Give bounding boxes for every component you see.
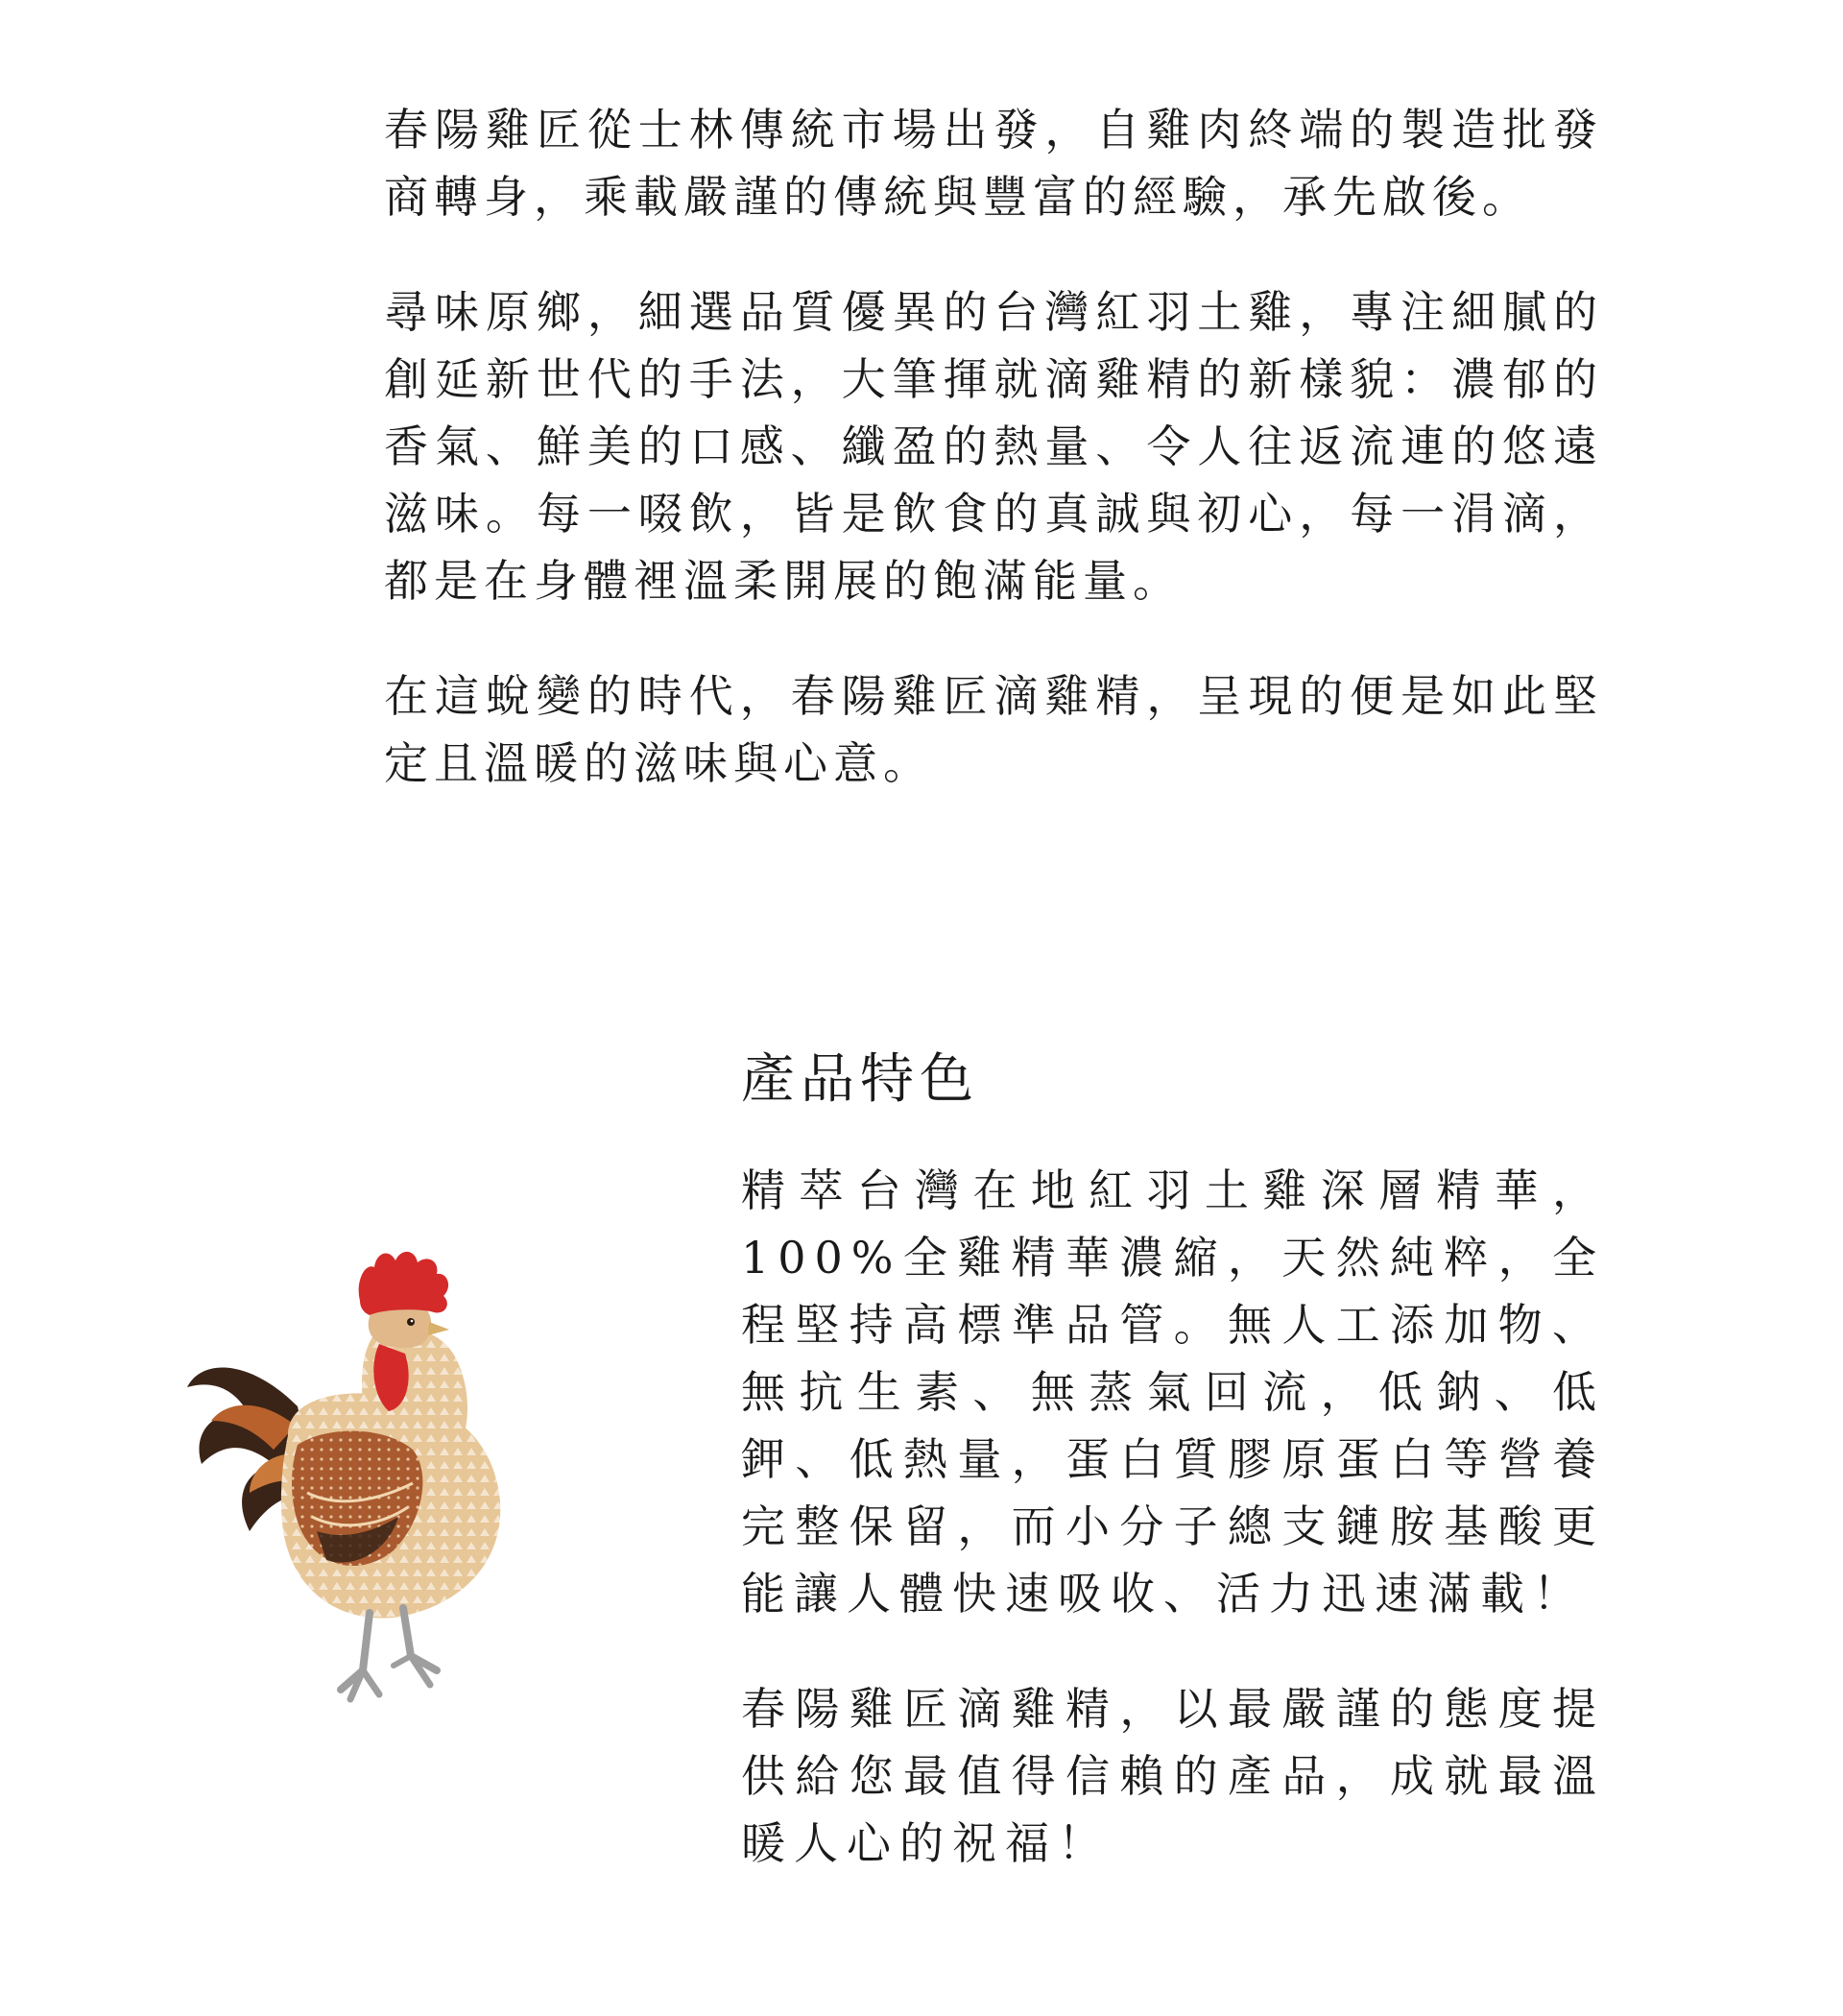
features-heading: 產品特色 bbox=[741, 1048, 979, 1111]
features-paragraph-1: 精萃台灣在地紅羽土雞深層精華，100%全雞精華濃縮，天然純粹，全程堅持高標準品管。無人工添加物、無抗生素、無蒸氣回流，低鈉、低鉀、低熱量，蛋白質膠原蛋白等營養完整保留，而小分子總支鏈胺基酸更能讓人體快速吸收、活力迅速滿載！ bbox=[741, 1164, 1605, 1620]
intro-paragraph-2: 尋味原鄉，細選品質優異的台灣紅羽土雞，專注細膩的創延新世代的手法，大筆揮就滴雞精的新樣貌：濃郁的香氣、鮮美的口感、纖盈的熱量、令人往返流連的悠遠滋味。每一啜飲，皆是飲食的真誠與初心，每一涓滴，都是在身體裡溫柔開展的飽滿能量。 bbox=[384, 286, 1603, 607]
features-section bbox=[741, 1042, 1605, 1925]
intro-paragraph-3: 在這蛻變的時代，春陽雞匠滴雞精，呈現的便是如此堅定且溫暖的滋味與心意。 bbox=[384, 670, 1603, 789]
intro-section bbox=[384, 96, 1603, 845]
features-paragraph-2: 春陽雞匠滴雞精，以最嚴謹的態度提供給您最值得信賴的產品，成就最溫暖人心的祝福！ bbox=[741, 1683, 1605, 1869]
rooster-icon bbox=[182, 1243, 547, 1714]
intro-paragraph-1: 春陽雞匠從士林傳統市場出發，自雞肉終端的製造批發商轉身，乘載嚴謹的傳統與豐富的經驗，承先啟後。 bbox=[384, 104, 1603, 223]
